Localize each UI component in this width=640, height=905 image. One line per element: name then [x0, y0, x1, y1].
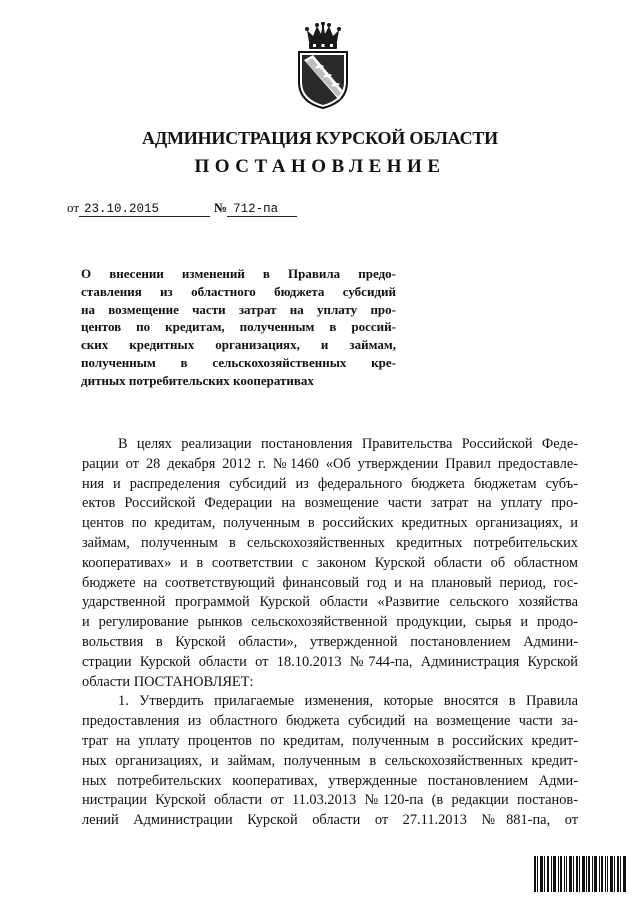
body-line: рации от 28 декабря 2012 г. №1460 «Об утверждении Правил предоставле-: [82, 455, 578, 472]
body-line: лений Администрации Курской области от 27.11.2013 №881-па, от: [82, 812, 578, 829]
body-line: предоставления из областного бюджета субсидий на возмещение части за-: [82, 713, 578, 730]
document-subject: [81, 265, 396, 390]
body-line: бюджете на соответствующий финансовый год и на плановый период, гос-: [82, 574, 578, 591]
subject-line: О внесении изменений в Правила предо-: [81, 266, 396, 281]
subject-line: дитных потребительских кооперативах: [81, 372, 314, 388]
coat-of-arms-icon: [291, 22, 355, 110]
body-line: ектов Российской Федерации на возмещение части затрат на уплату про-: [82, 495, 578, 512]
body-line: займам, полученным в сельскохозяйственных кредитных потребительских: [82, 534, 578, 551]
document-body: [82, 435, 578, 831]
document-meta: [67, 200, 297, 217]
body-line: ударственной программой Курской области «Развитие сельского хозяйства: [82, 594, 578, 611]
body-line: ных потребительских кооперативах, утвержденные постановлением Адми-: [82, 772, 578, 789]
body-line: кооперативах» и в соответствии с законом Курской области об областном: [82, 554, 578, 571]
document-type: ПОСТАНОВЛЕНИЕ: [194, 156, 446, 177]
body-line: трат на уплату процентов по кредитам, полученным в российских кредит-: [82, 732, 578, 749]
barcode-icon: [534, 856, 626, 892]
subject-line: полученным в сельскохозяйственных кре-: [81, 354, 396, 370]
subject-line: центов по кредитам, полученным в россий-: [81, 319, 396, 335]
body-line: ния и распределения субсидий из федерального бюджета бюджетам субъ-: [82, 475, 578, 492]
body-line: нистрации Курской области от 11.03.2013 №120-па (в редакции постанов-: [82, 792, 578, 809]
body-line: В целях реализации постановления Правительства Российской Феде-: [118, 436, 578, 452]
document-date: 23.10.2015: [79, 203, 210, 217]
number-label: №: [214, 200, 228, 215]
subject-line: на возмещение части затрат на уплату про-: [81, 301, 396, 317]
body-line: ных организациях, и займам, полученным в сельскохозяйственных кредит-: [82, 752, 578, 769]
body-line: вольствия в Курской области», утвержденной постановлением Админи-: [82, 633, 578, 650]
body-line: центов по кредитам, полученным в российских кредитных организациях, и: [82, 515, 578, 532]
document-number: 712-па: [227, 203, 297, 217]
body-line: и регулирование рынков сельскохозяйственной продукции, сырья и продо-: [82, 614, 578, 631]
subject-line: ских кредитных организациях, и займам,: [81, 337, 396, 353]
organization-title: АДМИНИСТРАЦИЯ КУРСКОЙ ОБЛАСТИ: [142, 128, 498, 148]
date-prefix: от: [67, 200, 80, 215]
body-line: страции Курской области от 18.10.2013 №744-па, Администрация Курской: [82, 653, 578, 670]
body-line: 1. Утвердить прилагаемые изменения, которые вносятся в Правила: [118, 693, 578, 710]
subject-line: ставления из областного бюджета субсидий: [81, 283, 396, 299]
body-line: области ПОСТАНОВЛЯЕТ:: [82, 673, 254, 690]
